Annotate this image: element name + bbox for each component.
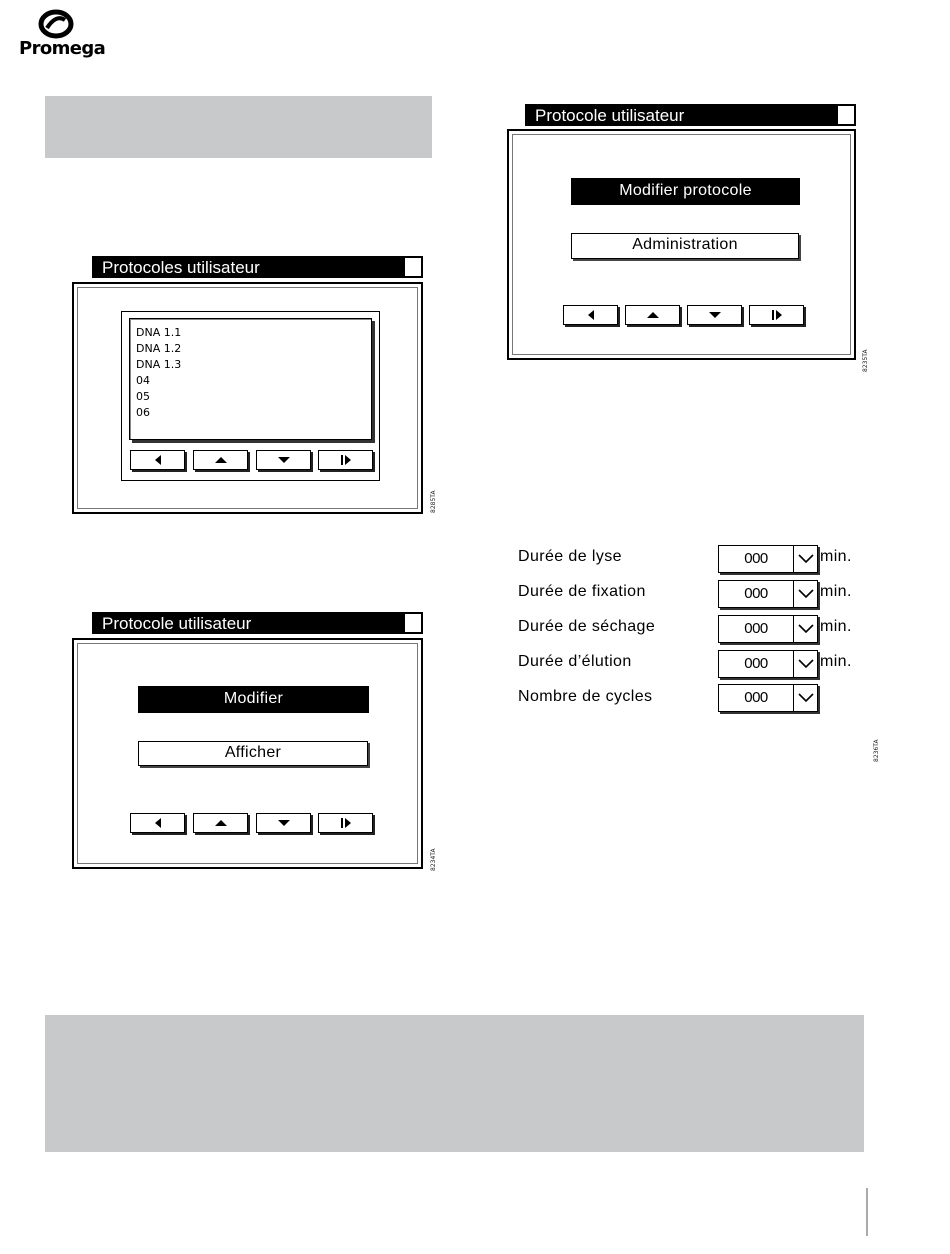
nav-left-button[interactable] bbox=[563, 305, 618, 325]
drying-time-field[interactable]: 000 bbox=[718, 615, 794, 643]
promega-logo-icon bbox=[37, 8, 75, 40]
screen-title-bar: Protocole utilisateur bbox=[92, 612, 404, 634]
param-label-lysis: Durée de lyse bbox=[518, 548, 622, 565]
list-item[interactable]: 04 bbox=[136, 374, 150, 387]
figure-code: 8235TA bbox=[862, 349, 869, 372]
bottom-note-box bbox=[45, 1015, 864, 1152]
figure-code: 8234TA bbox=[430, 848, 437, 871]
modify-button[interactable]: Modifier bbox=[138, 686, 369, 713]
param-label-elution: Durée d’élution bbox=[518, 653, 632, 670]
next-arrow-icon bbox=[771, 310, 783, 320]
param-label-cycles: Nombre de cycles bbox=[518, 688, 653, 705]
param-unit: min. bbox=[820, 653, 852, 670]
nav-next-button[interactable] bbox=[318, 813, 373, 833]
param-unit: min. bbox=[820, 618, 852, 635]
screen-title-bar: Protocoles utilisateur bbox=[92, 256, 404, 278]
param-label-binding: Durée de fixation bbox=[518, 583, 646, 600]
administration-button[interactable]: Administration bbox=[571, 233, 799, 259]
down-arrow-icon bbox=[278, 456, 290, 464]
left-arrow-icon bbox=[153, 818, 163, 828]
nav-next-button[interactable] bbox=[318, 450, 373, 470]
title-bar-close-box[interactable] bbox=[403, 612, 423, 634]
up-arrow-icon bbox=[215, 456, 227, 464]
top-note-box bbox=[45, 96, 432, 158]
cycle-count-dropdown[interactable] bbox=[793, 684, 818, 712]
binding-time-field[interactable]: 000 bbox=[718, 580, 794, 608]
down-arrow-icon bbox=[709, 311, 721, 319]
chevron-down-icon bbox=[798, 589, 814, 599]
elution-time-dropdown[interactable] bbox=[793, 650, 818, 678]
nav-down-button[interactable] bbox=[256, 813, 311, 833]
chevron-down-icon bbox=[798, 624, 814, 634]
next-arrow-icon bbox=[340, 455, 352, 465]
up-arrow-icon bbox=[215, 819, 227, 827]
title-bar-close-box[interactable] bbox=[403, 256, 423, 278]
screen-title-bar: Protocole utilisateur bbox=[525, 104, 837, 126]
list-item[interactable]: 06 bbox=[136, 406, 150, 419]
nav-left-button[interactable] bbox=[130, 813, 185, 833]
figure-code: 8236TA bbox=[873, 739, 880, 762]
figure-code: 8285TA bbox=[430, 490, 437, 513]
list-item[interactable]: DNA 1.1 bbox=[136, 326, 182, 339]
list-item[interactable]: DNA 1.2 bbox=[136, 342, 182, 355]
chevron-down-icon bbox=[798, 659, 814, 669]
view-button[interactable]: Afficher bbox=[138, 741, 368, 766]
down-arrow-icon bbox=[278, 819, 290, 827]
nav-up-button[interactable] bbox=[193, 813, 248, 833]
param-label-drying: Durée de séchage bbox=[518, 618, 656, 635]
binding-time-dropdown[interactable] bbox=[793, 580, 818, 608]
promega-logo-text: Promega bbox=[19, 38, 106, 59]
nav-down-button[interactable] bbox=[687, 305, 742, 325]
nav-left-button[interactable] bbox=[130, 450, 185, 470]
lysis-time-field[interactable]: 000 bbox=[718, 545, 794, 573]
chevron-down-icon bbox=[798, 693, 814, 703]
drying-time-dropdown[interactable] bbox=[793, 615, 818, 643]
lysis-time-dropdown[interactable] bbox=[793, 545, 818, 573]
nav-up-button[interactable] bbox=[193, 450, 248, 470]
next-arrow-icon bbox=[340, 818, 352, 828]
page-edge-rule bbox=[866, 1188, 868, 1236]
param-unit: min. bbox=[820, 583, 852, 600]
list-item[interactable]: DNA 1.3 bbox=[136, 358, 182, 371]
list-item[interactable]: 05 bbox=[136, 390, 150, 403]
nav-up-button[interactable] bbox=[625, 305, 680, 325]
left-arrow-icon bbox=[586, 310, 596, 320]
elution-time-field[interactable]: 000 bbox=[718, 650, 794, 678]
title-bar-close-box[interactable] bbox=[836, 104, 856, 126]
protocol-listbox[interactable] bbox=[129, 318, 372, 440]
nav-next-button[interactable] bbox=[749, 305, 804, 325]
nav-down-button[interactable] bbox=[256, 450, 311, 470]
modify-protocol-button[interactable]: Modifier protocole bbox=[571, 178, 800, 205]
left-arrow-icon bbox=[153, 455, 163, 465]
chevron-down-icon bbox=[798, 554, 814, 564]
param-unit: min. bbox=[820, 548, 852, 565]
cycle-count-field[interactable]: 000 bbox=[718, 684, 794, 712]
up-arrow-icon bbox=[647, 311, 659, 319]
